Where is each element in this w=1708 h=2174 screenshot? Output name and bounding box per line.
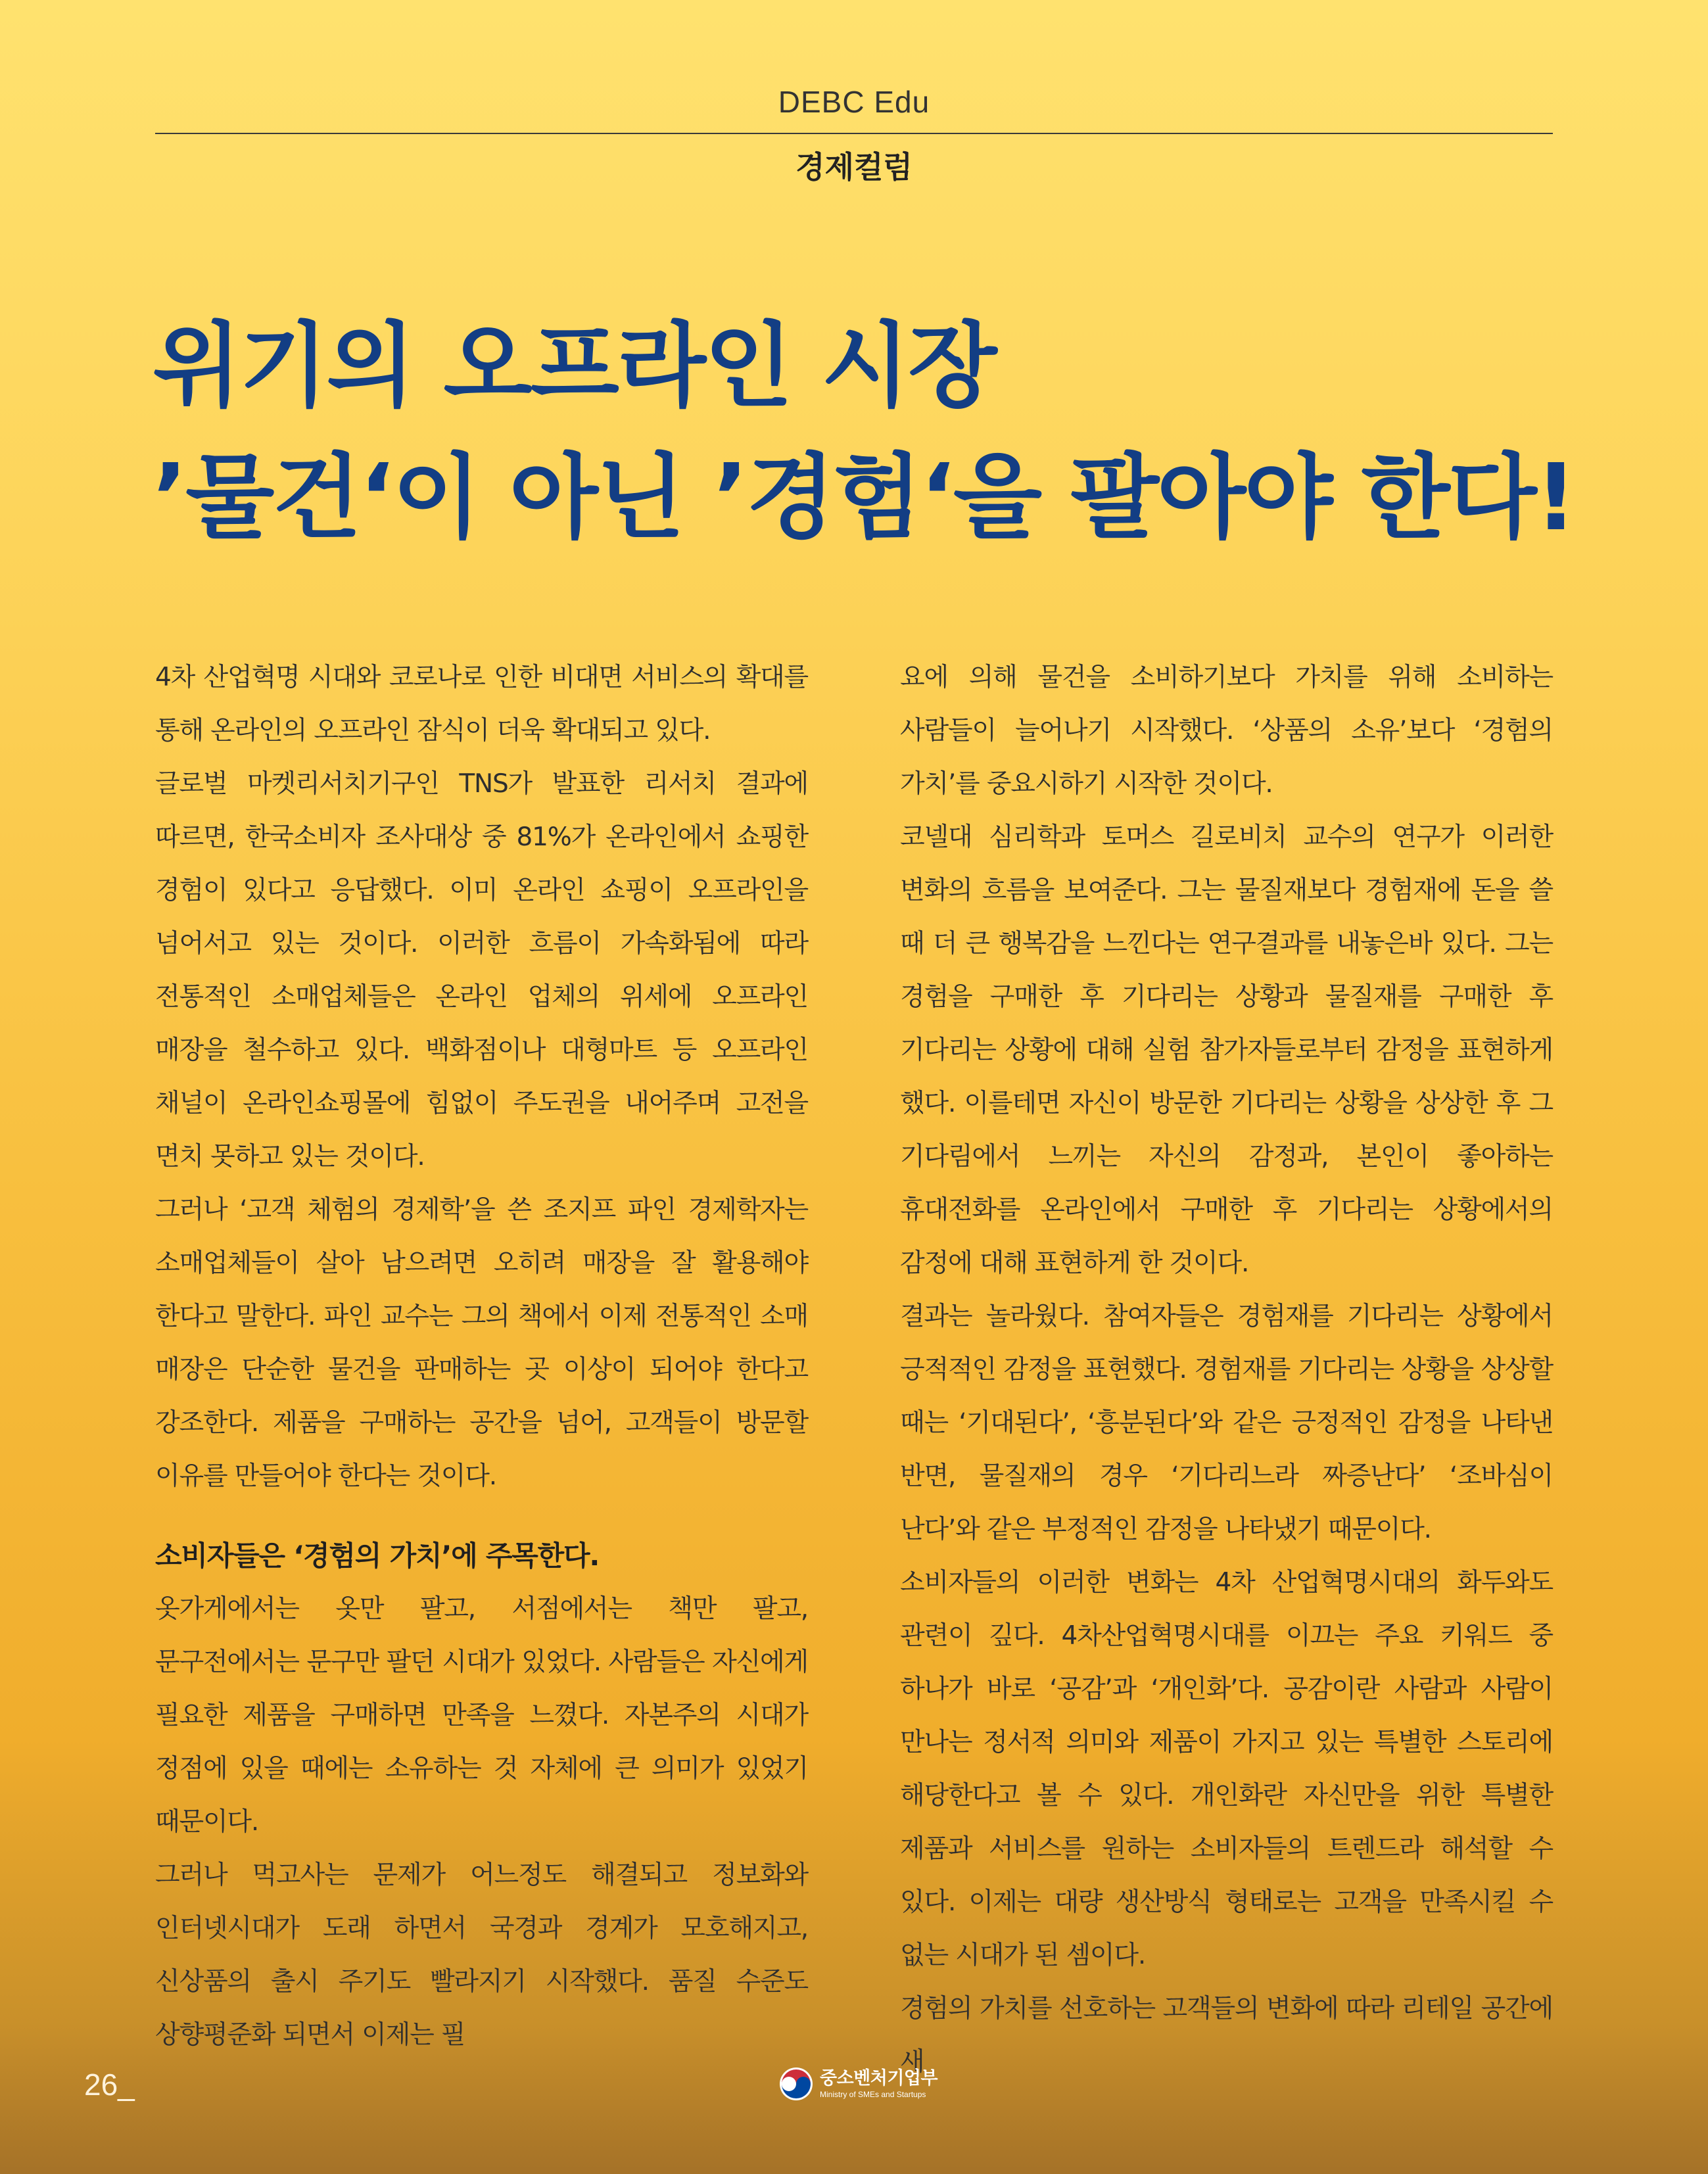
paragraph: 결과는 놀라웠다. 참여자들은 경험재를 기다리는 상황에서 긍적적인 감정을 표현했다. 경험재를 기다리는 상황을 상상할 때는 ‘기대된다’, ‘흥분된다’와 같은 긍정적인 감정을 나타낸 반면, 물질재의 경우 ‘기다리느라 짜증난다’ ‘조바심이 난다’와 같은 부정적인 감정을 나타냈기 때문이다. — [900, 1302, 1553, 1544]
article-title — [153, 301, 1599, 564]
paragraph: 그러나 ‘고객 체험의 경제학’을 쓴 조지프 파인 경제학자는 소매업체들이 살아 남으려면 오히려 매장을 잘 활용해야 한다고 말한다. 파인 교수는 그의 책에서 이제 전통적인 소매 매장은 단순한 물건을 판매하는 곳 이상이 되어야 한다고 강조한다. 제품을 구매하는 공간을 넘어, 고객들이 방문할 이유를 만들어야 한다는 것이다. — [155, 1195, 808, 1491]
left-column — [155, 651, 808, 2062]
right-column — [900, 651, 1553, 2089]
header-rule — [155, 133, 1553, 134]
paragraph: 코넬대 심리학과 토머스 길로비치 교수의 연구가 이러한 변화의 흐름을 보여준다. 그는 물질재보다 경험재에 돈을 쓸 때 더 큰 행복감을 느낀다는 연구결과를 내놓은바 있다. 그는 경험을 구매한 후 기다리는 상황과 물질재를 구매한 후 기다리는 상황에 대해 실험 참가자들로부터 감정을 표현하게 했다. 이를테면 자신이 방문한 기다리는 상황을 상상한 후 그 기다림에서 느끼는 자신의 감정과, 본인이 좋아하는 휴대전화를 온라인에서 구매한 후 기다리는 상황에서의 감정에 대해 표현하게 한 것이다. — [900, 822, 1553, 1278]
title-line-2: ’물건‘이 아닌 ’경험‘을 팔아야 한다! — [153, 444, 1575, 552]
page-number: 26_ — [84, 2068, 135, 2102]
ministry-logo — [779, 2067, 937, 2101]
paragraph: 소비자들의 이러한 변화는 4차 산업혁명시대의 화두와도 관련이 깊다. 4차산업혁명시대를 이끄는 주요 키워드 중 하나가 바로 ‘공감’과 ‘개인화’다. 공감이란 사람과 사람이 만나는 정서적 의미와 제품이 가지고 있는 특별한 스토리에 해당한다고 볼 수 있다. 개인화란 자신만을 위한 특별한 제품과 서비스를 원하는 소비자들의 트렌드라 해석할 수 있다. 이제는 대량 생산방식 형태로는 고객을 만족시킬 수 없는 시대가 된 셈이다. — [900, 1568, 1553, 1970]
paragraph: 옷가게에서는 옷만 팔고, 서점에서는 책만 팔고, 문구전에서는 문구만 팔던 시대가 있었다. 사람들은 자신에게 필요한 제품을 구매하면 만족을 느꼈다. 자본주의 시대가 정점에 있을 때에는 소유하는 것 자체에 큰 의미가 있었기 때문이다. — [155, 1594, 808, 1837]
title-line-1: 위기의 오프라인 시장 — [153, 313, 995, 420]
paragraph: 요에 의해 물건을 소비하기보다 가치를 위해 소비하는 사람들이 늘어나기 시작했다. ‘상품의 소유’보다 ‘경험의 가치’를 중요시하기 시작한 것이다. — [900, 663, 1553, 799]
paragraph: 글로벌 마켓리서치기구인 TNS가 발표한 리서치 결과에 따르면, 한국소비자 조사대상 중 81%가 온라인에서 쇼핑한 경험이 있다고 응답했다. 이미 온라인 쇼핑이 오프라인을 넘어서고 있는 것이다. 이러한 흐름이 가속화됨에 따라 전통적인 소매업체들은 온라인 업체의 위세에 오프라인 매장을 철수하고 있다. 백화점이나 대형마트 등 오프라인 채널이 온라인쇼핑몰에 힘없이 주도권을 내어주며 고전을 면치 못하고 있는 것이다. — [155, 769, 808, 1171]
header-brand: DEBC Edu — [778, 85, 930, 119]
taegeuk-emblem-icon — [779, 2067, 813, 2101]
paragraph: 그러나 먹고사는 문제가 어느정도 해결되고 정보화와 인터넷시대가 도래 하면서 국경과 경계가 모호해지고, 신상품의 출시 주기도 빨라지기 시작했다. 품질 수준도 상향평준화 되면서 이제는 필 — [155, 1860, 808, 2050]
paragraph: 4차 산업혁명 시대와 코로나로 인한 비대면 서비스의 확대를 통해 온라인의 오프라인 잠식이 더욱 확대되고 있다. — [155, 663, 808, 745]
ministry-name: 중소벤처기업부 — [820, 2068, 938, 2089]
header-section: 경제컬럼 — [795, 149, 913, 185]
section-subheading: 소비자들은 ‘경험의 가치’에 주목한다. — [155, 1540, 600, 1572]
ministry-english-name: Ministry of SMEs and Startups — [820, 2090, 926, 2099]
paragraph: 경험의 가치를 선호하는 고객들의 변화에 따라 리테일 공간에 새 — [900, 1994, 1553, 2077]
